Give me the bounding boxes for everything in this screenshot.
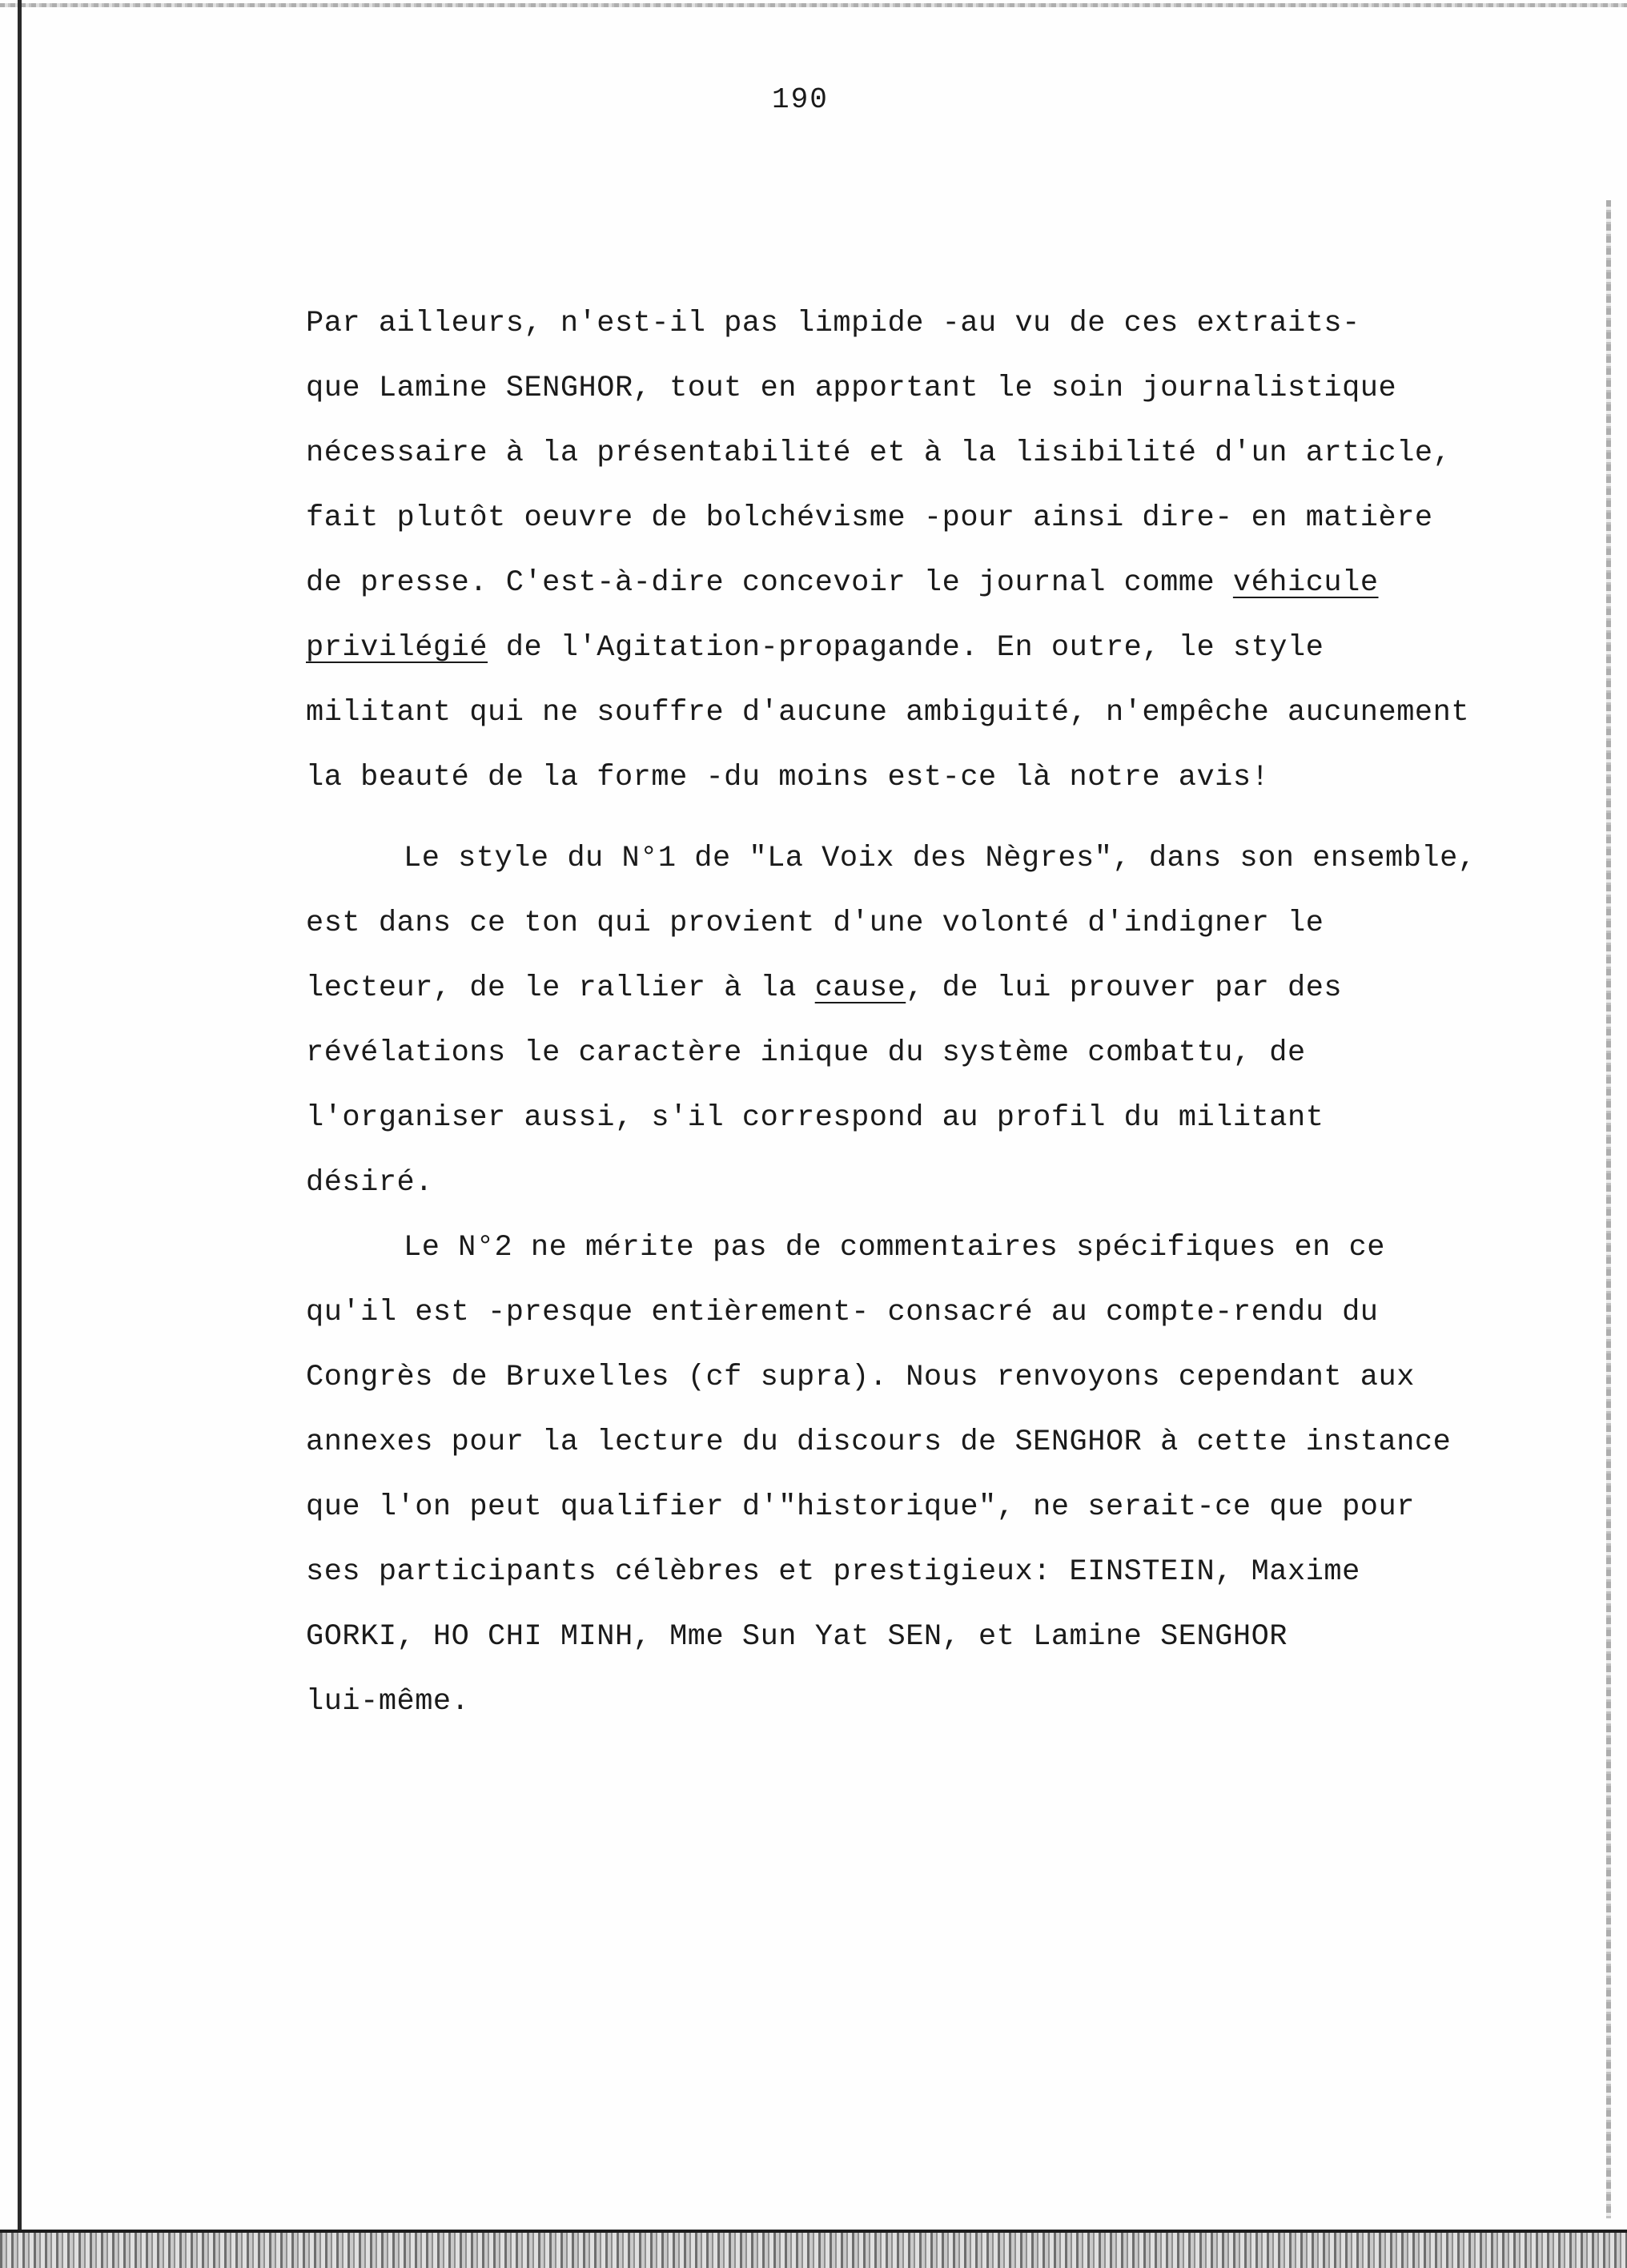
text-line: privilégié de l'Agitation-propagande. En outre, le style [306, 631, 1324, 665]
text-line: militant qui ne souffre d'aucune ambiguité, n'empêche aucunement [306, 696, 1470, 730]
text-line: Congrès de Bruxelles (cf supra). Nous renvoyons cependant aux [306, 1361, 1415, 1394]
text-line: Par ailleurs, n'est-il pas limpide -au vu de ces extraits- [306, 307, 1360, 340]
text-line: est dans ce ton qui provient d'une volonté d'indigner le [306, 907, 1324, 940]
text-line: ses participants célèbres et prestigieux: EINSTEIN, Maxime [306, 1555, 1360, 1589]
text-line: qu'il est -presque entièrement- consacré au compte-rendu du [306, 1296, 1379, 1329]
text-line: nécessaire à la présentabilité et à la lisibilité d'un article, [306, 436, 1452, 470]
text-line: Le N°2 ne mérite pas de commentaires spécifiques en ce [404, 1231, 1385, 1265]
text-line: annexes pour la lecture du discours de SENGHOR à cette instance [306, 1426, 1452, 1459]
paragraph [306, 1216, 1603, 1735]
body-text [306, 292, 1603, 1735]
text-line: lecteur, de le rallier à la cause, de lui prouver par des [306, 971, 1343, 1005]
text-line: l'organiser aussi, s'il correspond au profil du militant [306, 1101, 1324, 1135]
scan-left-margin-line [18, 0, 22, 2268]
text-line: la beauté de la forme -du moins est-ce là notre avis! [306, 761, 1270, 794]
text-line: désiré. [306, 1166, 433, 1200]
text-line: révélations le caractère inique du système combattu, de [306, 1036, 1306, 1070]
text-line: GORKI, HO CHI MINH, Mme Sun Yat SEN, et Lamine SENGHOR [306, 1620, 1288, 1654]
paragraph [306, 292, 1603, 810]
scan-bottom-edge [0, 2230, 1627, 2268]
text-line: lui-même. [306, 1685, 470, 1719]
text-line: que l'on peut qualifier d'"historique", ne serait-ce que pour [306, 1490, 1415, 1524]
page-number: 190 [772, 83, 829, 116]
text-line: Le style du N°1 de "La Voix des Nègres", dans son ensemble, [404, 842, 1476, 875]
text-line: fait plutôt oeuvre de bolchévisme -pour ainsi dire- en matière [306, 501, 1433, 535]
underlined-term: cause [814, 971, 906, 1005]
scan-right-edge [1606, 200, 1611, 2218]
underlined-term: privilégié [306, 631, 488, 665]
scan-top-edge [0, 3, 1627, 7]
paragraph [306, 826, 1603, 1216]
text-line: que Lamine SENGHOR, tout en apportant le soin journalistique [306, 372, 1397, 405]
underlined-term: véhicule [1232, 566, 1379, 600]
text-line: de presse. C'est-à-dire concevoir le journal comme véhicule [306, 566, 1379, 600]
